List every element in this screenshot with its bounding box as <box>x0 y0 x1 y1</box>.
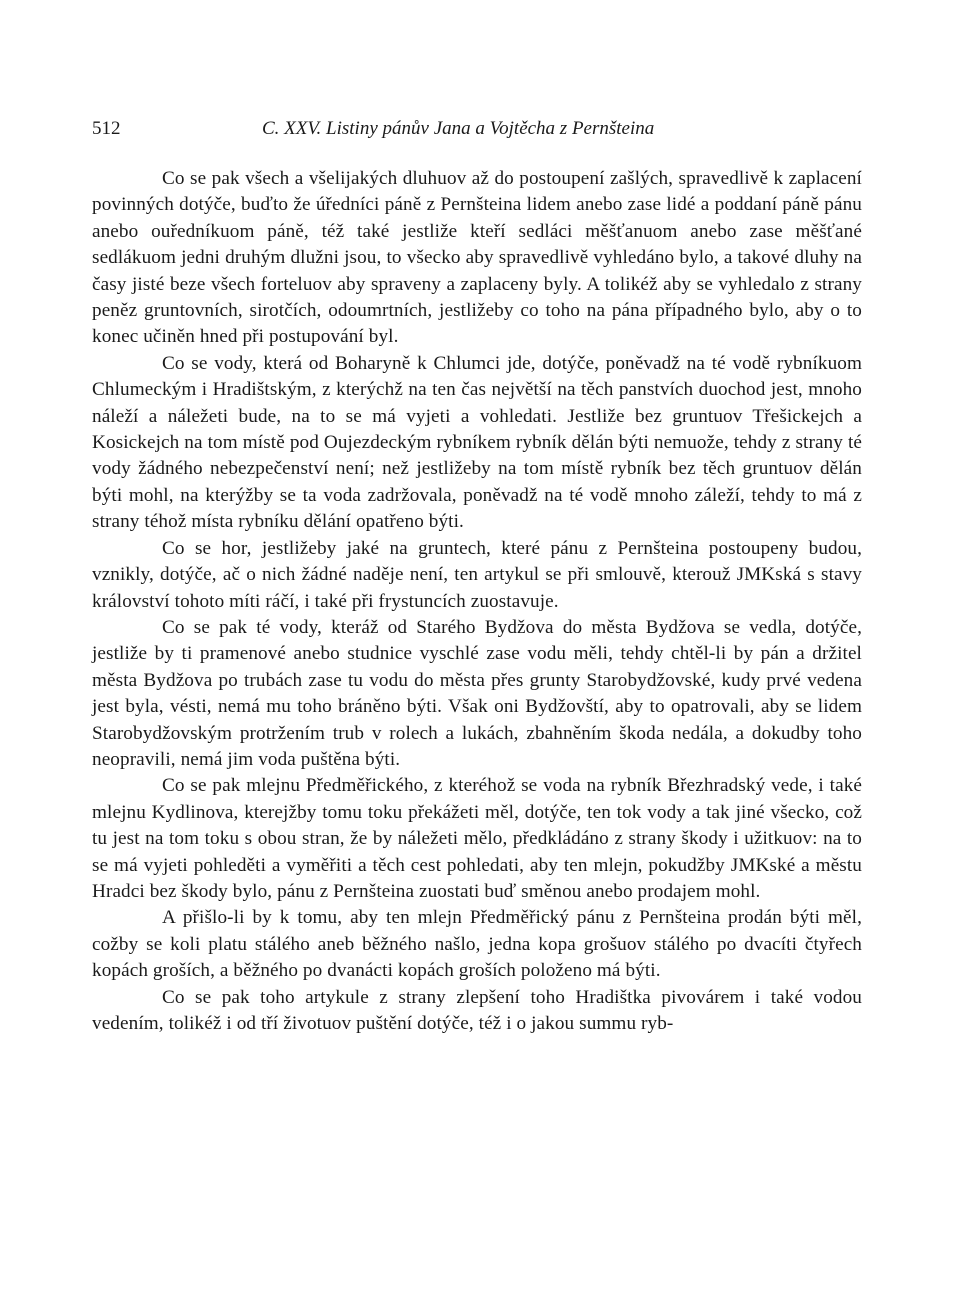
body-text <box>92 166 862 1037</box>
paragraph-debts: Co se pak všech a všelijakých dluhuov až do postoupení zašlých, spravedlivě k zaplacení povinných dotýče, buďto že úředníci páně z Pernšteina lidem anebo zase lidé a poddaní páně pánu anebo ouředníkuom páně, též také jestliže kteří sedláci měšťanuom anebo zase měšťané sedlákuom jedni druhým dlužni jsou, to všecko aby spravedlivě vyhledáno bylo, a takové dluhy na časy jisté beze všech forteluov aby spraveny a zaplaceny byly. A tolikéž aby se vyhledalo z strany peněz gruntovních, sirotčích, odoumrtních, jestližeby co toho na pána případného bylo, aby o to konec učiněn hned při postupování byl. <box>92 168 862 348</box>
paragraph-mill-predmerice: Co se pak mlejnu Předměřického, z kteréhož se voda na rybník Březhradský vede, i také mlejnu Kydlinova, kterejžby tomu toku překážeti měl, dotýče, ten tok vody a tak jiné všecko, což tu jest na tom toku s obou stran, že by náležeti mělo, předkládáno z strany škody i užitkuov: na to se má vyjeti pohleděti a vyměřiti a těch cest pohledati, aby ten mlejn, pokudžby JMKské a městu Hradci bez škody bylo, pánu z Pernšteina zuostati buď směnou anebo prodajem mohl. <box>92 775 862 902</box>
paragraph-mill-sale: A přišlo-li by k tomu, aby ten mlejn Předměřický pánu z Pernšteina prodán býti měl, cožby se koli platu stálého aneb běžného našlo, jedna kopa grošuov stálého po dvacíti čtyřech kopách groších, a běžného po dvanácti kopách groších položeno má býti. <box>92 907 862 982</box>
document-page <box>92 0 862 1037</box>
paragraph-mines: Co se hor, jestližeby jaké na gruntech, které pánu z Pernšteina postoupeny budou, vznikly, dotýče, ač o nich žádné naděje není, ten artykul se při smlouvě, kterouž JMKská s stavy království tohoto míti ráčí, i také při frystuncích zuostavuje. <box>92 537 862 612</box>
running-title: C. XXV. Listiny pánův Jana a Vojtěcha z Pernšteina <box>262 118 655 139</box>
paragraph-water-boharyne: Co se vody, která od Boharyně k Chlumci jde, dotýče, poněvadž na té vodě rybníkuom Chlumeckým i Hradištským, z kterýchž na ten čas největší na těch panstvích duochod jest, mnoho náleží a náležeti bude, na to se má vyjeti a vohledati. Jestliže bez gruntuov Třešickejch a Kosickejch na tom místě pod Oujezdeckým rybníkem rybník dělán býti nemuože, tehdy z strany té vody žádného nebezpečenství není; než jestližeby na tom místě rybník bez těch gruntuov dělán býti mohl, na kterýžby se ta voda zadržovala, poněvadž na té vodě mnoho záleží, tehdy to má z strany téhož místa rybníku dělání opatřeno býti. <box>92 352 862 533</box>
paragraph-hradistko: Co se pak toho artykule z strany zlepšení toho Hradištka pivovárem i také vodou vedením, tolikéž i od tří životuov puštění dotýče, též i o jakou summu ryb- <box>92 986 862 1034</box>
page-number: 512 <box>92 118 121 139</box>
page-header <box>92 118 862 142</box>
paragraph-water-bydzov: Co se pak té vody, kteráž od Starého Bydžova do města Bydžova se vedla, dotýče, jestliže by ti pramenové anebo studnice vyschlé zase vodu měli, tehdy chtěl-li by pán a držitel města Bydžova po trubách zase tu vodu do města přes grunty Starobydžovské, kudy prvé vedena jest byla, vésti, nemá mu toho bráněno býti. Však oni Bydžovští, aby to opatrovali, aby se lidem Starobydžovským protržením trub v rolech a lukách, zbahněním škoda nedála, a dokudby toho neopravili, nemá jim voda puštěna býti. <box>92 616 862 770</box>
